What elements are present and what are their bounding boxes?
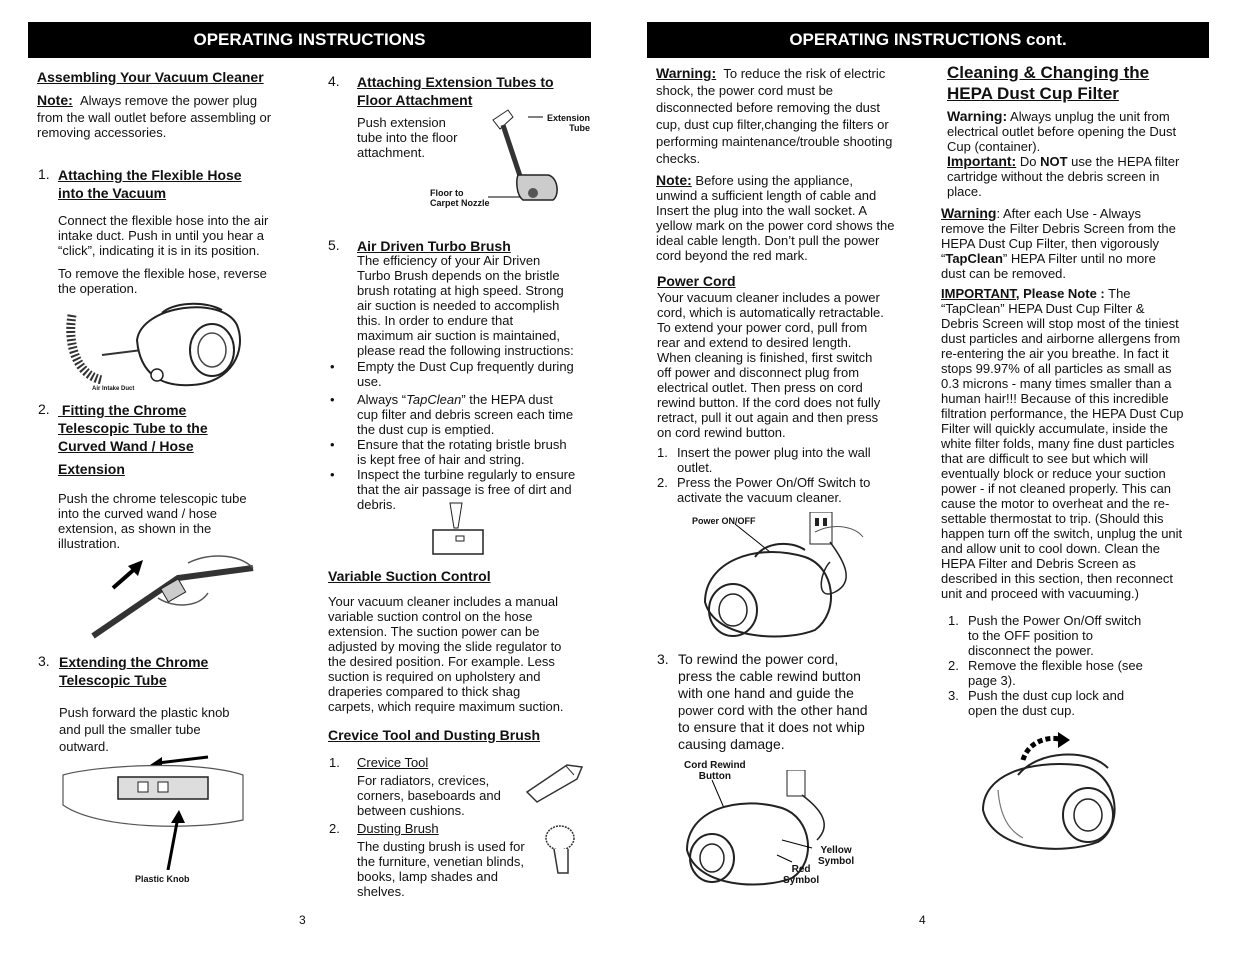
dusting-brush-title: Dusting Brush: [357, 821, 439, 836]
list-item: • Empty the Dust Cup frequently during use.: [357, 359, 627, 389]
step1-title: Attaching the Flexible Hose into the Vacuum: [58, 167, 242, 201]
list-number: 2.: [329, 821, 340, 836]
step3-text: Push forward the plastic knob and pull the smaller tube outward.: [59, 705, 230, 754]
hepa-warning2: Warning: After each Use - Always remove the Filter Debris Screen from the HEPA Dust Cup Filter, then vigorously “TapClean” HEPA Filter until no more dust can be removed.: [941, 205, 1176, 281]
list-number: 1.: [329, 755, 340, 770]
list-item: • Inspect the turbine regularly to ensure that the air passage is free of dirt and debris.: [357, 467, 627, 512]
hepa-title: Cleaning & Changing the HEPA Dust Cup Filter: [947, 63, 1150, 103]
note-block: Note: Before using the appliance, unwind a sufficient length of cable and Insert the plug into the wall socket. A yellow mark on the power cord shows the ideal cable length. Don’t pull the power cord beyond the red mark.: [656, 172, 895, 263]
assembling-note: [37, 93, 307, 140]
note-text: removing accessories.: [37, 125, 167, 140]
step3-title: Extending the Chrome Telescopic Tube: [59, 654, 209, 688]
step4-title: Attaching Extension Tubes to Floor Attachment: [357, 74, 554, 108]
step-number: 2.: [38, 401, 50, 417]
step4-text: Push extension tube into the floor attachment.: [357, 115, 458, 160]
step2-text: Push the chrome telescopic tube into the curved wand / hose extension, as shown in the illustration.: [58, 491, 247, 551]
yellow-symbol-label: Yellow Symbol: [818, 845, 855, 867]
telescopic-tube-illustration: [88, 548, 258, 643]
cord-step1: Insert the power plug into the wall outlet.: [677, 445, 871, 475]
dusting-brush-text: The dusting brush is used for the furniture, venetian blinds, books, lamp shades and shelves.: [357, 839, 525, 899]
extension-tube-label: Extension Tube: [546, 113, 590, 133]
air-intake-caption: Air Intake Duct: [92, 386, 135, 392]
red-symbol-label: Red Symbol: [783, 864, 820, 886]
hepa-step3: Push the dust cup lock and open the dust cup.: [968, 688, 1125, 718]
suction-text: Your vacuum cleaner includes a manual variable suction control on the hose extension. The suction power can be adjusted by moving the slide regulator to the desired position. For example. Less suction is required on upholstery and draperies compared to thick shag carpets, which require maximum suction.: [328, 594, 564, 714]
step-number: 5.: [328, 237, 340, 253]
crevice-tool-icon: [522, 757, 587, 807]
power-cord-text: Your vacuum cleaner includes a power cord, which is automatically retractable. To extend your power cord, pull from rear and extend to desired length. When cleaning is finished, first switch off power and disconnect plug from electrical outlet. Then press on cord rewind button. If the cord does not fully retract, pull it out again and then press on cord rewind button.: [657, 290, 884, 440]
crevice-tool-text: For radiators, crevices, corners, baseboards and between cushions.: [357, 773, 501, 818]
list-number: 3.: [948, 688, 959, 703]
floor-nozzle-label: Floor to Carpet Nozzle: [430, 188, 490, 208]
list-item: • Ensure that the rotating bristle brush is kept free of hair and string.: [357, 437, 627, 467]
cord-rewind-label: Cord Rewind Button: [684, 760, 746, 782]
list-item: • Always “TapClean” the HEPA dust cup filter and debris screen each time the dust cup is emptied.: [357, 392, 627, 437]
cord-step2: Press the Power On/Off Switch to activate the vacuum cleaner.: [677, 475, 871, 505]
power-switch-illustration: [695, 512, 865, 644]
step-number: 4.: [328, 73, 340, 89]
crevice-title: Crevice Tool and Dusting Brush: [328, 727, 541, 743]
suction-title: Variable Suction Control: [328, 568, 491, 584]
floor-nozzle-illustration: [488, 105, 563, 210]
turbo-brush-icon: [428, 498, 488, 558]
hepa-step1: Push the Power On/Off switch to the OFF position to disconnect the power.: [968, 613, 1142, 658]
page3-header: OPERATING INSTRUCTIONS: [28, 22, 591, 58]
step5-title: Air Driven Turbo Brush: [357, 238, 511, 254]
note-text: from the wall outlet before assembling or: [37, 110, 272, 125]
vacuum-hose-illustration: [62, 295, 252, 395]
list-number: 2.: [948, 658, 959, 673]
hepa-step2: Remove the flexible hose (see page 3).: [968, 658, 1143, 688]
plastic-knob-caption: Plastic Knob: [135, 874, 190, 884]
step2-title: Fitting the Chrome Telescopic Tube to the Curved Wand / Hose Extension: [58, 402, 208, 477]
cord-step3: To rewind the power cord, press the cable rewind button with one hand and guide the power cord with the other hand to ensure that it does not whip causing damage.: [678, 651, 868, 752]
list-number: 1.: [948, 613, 959, 628]
page-number-4: 4: [919, 913, 926, 927]
step-number: 3.: [38, 653, 50, 669]
dust-cup-illustration: [978, 720, 1128, 855]
dusting-brush-icon: [542, 823, 582, 878]
page-number-3: 3: [299, 913, 306, 927]
cord-rewind-illustration: [682, 770, 862, 890]
hepa-warning: Warning: Always unplug the unit from electrical outlet before opening the Dust Cup (container). Important: Do NOT use the HEPA filter cartridge without the debris screen in place.: [947, 108, 1180, 199]
step1-text: Connect the flexible hose into the air intake duct. Push in until you hear a “click”, indicating it is in its position. To remove the flexible hose, reverse the operation.: [58, 213, 269, 296]
plastic-knob-illustration: [58, 745, 248, 870]
step-number: 1.: [38, 166, 50, 182]
list-number: 2.: [657, 475, 668, 490]
assembling-title: Assembling Your Vacuum Cleaner: [37, 69, 264, 85]
list-number: 1.: [657, 445, 668, 460]
crevice-tool-title: Crevice Tool: [357, 755, 429, 770]
power-onoff-label: Power ON/OFF: [692, 516, 756, 526]
hepa-important: IMPORTANT, Please Note : The “TapClean” HEPA Dust Cup Filter & Debris Screen will stop most of the tiniest dust particles and airborne allergens from re-entering the air you breathe. In fact it stops 99.97% of all particles as small as 0.3 microns - many times smaller than a human hair!!! Because of this incredible filtration performance, the HEPA Dust Cup Filter will quickly accumulate, inside the white filter folds, many fine dust particles that are difficult to see but which will eventually block or reduce your suction power - if not cleaned properly. This can cause the motor to overheat and the re- settable thermostat to trip. (Should this happen turn off the switch, unplug the unit and allow unit to cool down. Clean the HEPA Filter and Debris Screen as described in this section, then reconnect unit and proceed with vacuuming.): [941, 286, 1184, 601]
page4-header: OPERATING INSTRUCTIONS cont.: [647, 22, 1209, 58]
warning-block: Warning: To reduce the risk of electric shock, the power cord must be disconnected before removing the dust cup, dust cup filter,changing the filters or performing maintenance/trouble shooting checks.: [656, 65, 893, 166]
note-label: Note:: [37, 92, 73, 108]
power-cord-title: Power Cord: [657, 273, 736, 289]
turbo-brush-list: [329, 359, 627, 512]
list-number: 3.: [657, 651, 669, 667]
note-text: Always remove the power plug: [80, 93, 258, 108]
step5-text: The efficiency of your Air Driven Turbo Brush depends on the bristle brush rotating at high speed. Strong air suction is needed to accomplish this. In order to endure that maximum air suction is maintained, please read the following instructions:: [357, 253, 574, 358]
